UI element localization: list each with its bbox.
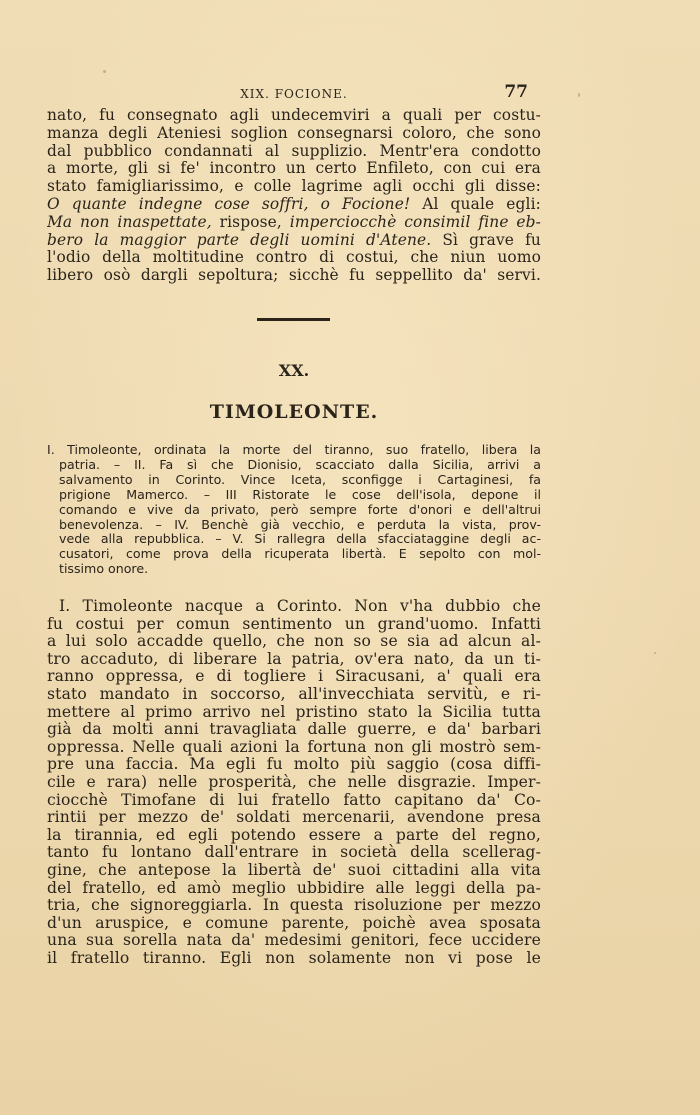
italic-run: bero la maggior parte degli uomini d'Atene. <box>47 231 432 249</box>
text-run: dal pubblico condannati al supplizio. Mentr'era condotto <box>47 142 541 160</box>
summary-line: cusatori, come prova della ricuperata libertà. E sepolto con mol- <box>59 547 541 562</box>
text-line <box>47 125 541 143</box>
text-run: rispose, <box>211 213 290 231</box>
text-line <box>47 267 541 285</box>
body-line: gine, che antepose la libertà de' suoi cittadini alla vita <box>47 861 541 879</box>
body-line: ranno oppressa, e di togliere i Siracusani, a' quali era <box>47 668 541 686</box>
summary-line: vede alla repubblica. – V. Si rallegra della sfacciataggine degli ac- <box>59 532 541 547</box>
summary-line: salvamento in Corinto. Vince Iceta, sconfigge i Cartaginesi, fa <box>59 472 541 487</box>
text-run: libero osò dargli sepoltura; sicchè fu seppellito da' servi. <box>47 267 541 285</box>
body-line: pre una faccia. Ma egli fu molto più saggio (cosa diffi- <box>47 756 541 774</box>
text-run: Sì grave fu <box>431 231 541 249</box>
previous-chapter-ending <box>47 107 541 285</box>
text-line <box>47 178 541 196</box>
body-line: del fratello, ed amò meglio ubbidire alle leggi della pa- <box>47 879 541 897</box>
chapter-title: TIMOLEONTE. <box>209 401 379 423</box>
body-line: una sua sorella nata da' medesimi genitori, fece uccidere <box>47 932 541 950</box>
body-line: I. Timoleonte nacque a Corinto. Non v'ha dubbio che <box>59 598 541 615</box>
italic-run: Ma non inaspettate, <box>47 213 212 231</box>
body-line: d'un aruspice, e comune parente, poichè avea sposata <box>47 914 541 932</box>
italic-run: O quante indegne cose soffri, o Focione! <box>47 195 411 213</box>
body-line: il fratello tiranno. Egli non solamente non vi pose le <box>47 949 541 967</box>
text-run: nato, fu consegnato agli undecemviri a quali per costu- <box>47 107 541 124</box>
text-run: Al quale egli: <box>410 195 541 213</box>
body-line: a lui solo accadde quello, che non so se sia ad alcun al- <box>47 633 541 651</box>
body-line: ciocchè Timofane di lui fratello fatto capitano da' Co- <box>47 791 541 809</box>
paper-speck <box>103 70 106 73</box>
summary-line: I. Timoleonte, ordinata la morte del tiranno, suo fratello, libera la <box>47 443 541 457</box>
text-line <box>47 232 541 250</box>
page-number: 77 <box>504 82 528 102</box>
body-line: la tirannia, ed egli potendo essere a parte del regno, <box>47 826 541 844</box>
body-line: già da molti anni travagliata dalle guerre, e da' barbari <box>47 721 541 739</box>
italic-run: imperciocchè consimil fine eb- <box>289 213 541 231</box>
summary-line: comando e vive da privato, però sempre forte d'onori e dell'altrui <box>59 502 541 517</box>
body-line: tria, che signoreggiarla. In questa risoluzione per mezzo <box>47 897 541 915</box>
summary-line: prigione Mamerco. – III Ristorate le cose dell'isola, depone il <box>59 487 541 502</box>
body-line: tro accaduto, di liberare la patria, ov'era nato, da un ti- <box>47 650 541 668</box>
text-line <box>47 196 541 214</box>
body-line: mettere al primo arrivo nel pristino stato la Sicilia tutta <box>47 703 541 721</box>
body-line: cile e rara) nelle prosperità, che nelle disgrazie. Imper- <box>47 773 541 791</box>
text-line <box>47 143 541 161</box>
section-divider <box>257 318 330 321</box>
text-line <box>47 249 541 267</box>
text-line <box>47 107 541 125</box>
body-line: fu costui per comun sentimento un grand'uomo. Infatti <box>47 615 541 633</box>
body-line: stato mandato in soccorso, all'invecchiata servitù, e ri- <box>47 685 541 703</box>
running-title: XIX. FOCIONE. <box>240 87 348 101</box>
chapter-number: XX. <box>278 361 310 380</box>
text-run: a morte, gli si fe' incontro un certo Enfileto, con cui era <box>47 160 541 178</box>
text-line <box>47 160 541 178</box>
paper-speck <box>578 93 580 97</box>
paper-speck <box>654 652 656 654</box>
summary-line: patria. – II. Fa sì che Dionisio, scacciato dalla Sicilia, arrivi a <box>59 457 541 472</box>
text-run: l'odio della moltitudine contro di costui, che niun uomo <box>47 249 541 267</box>
chapter-summary <box>47 443 541 577</box>
text-run: manza degli Ateniesi soglion consegnarsi coloro, che sono <box>47 124 541 142</box>
running-header <box>48 84 540 104</box>
chapter-body <box>47 598 541 967</box>
body-line: rintii per mezzo de' soldati mercenarii, avendone presa <box>47 809 541 827</box>
body-line: oppressa. Nelle quali azioni la fortuna non gli mostrò sem- <box>47 738 541 756</box>
body-line: tanto fu lontano dall'entrare in società della scellerag- <box>47 844 541 862</box>
summary-line: tissimo onore. <box>59 562 149 577</box>
summary-line: benevolenza. – IV. Benchè già vecchio, e perduta la vista, prov- <box>59 517 541 532</box>
text-run: stato famigliarissimo, e colle lagrime agli occhi gli disse: <box>47 178 541 196</box>
text-line <box>47 214 541 232</box>
